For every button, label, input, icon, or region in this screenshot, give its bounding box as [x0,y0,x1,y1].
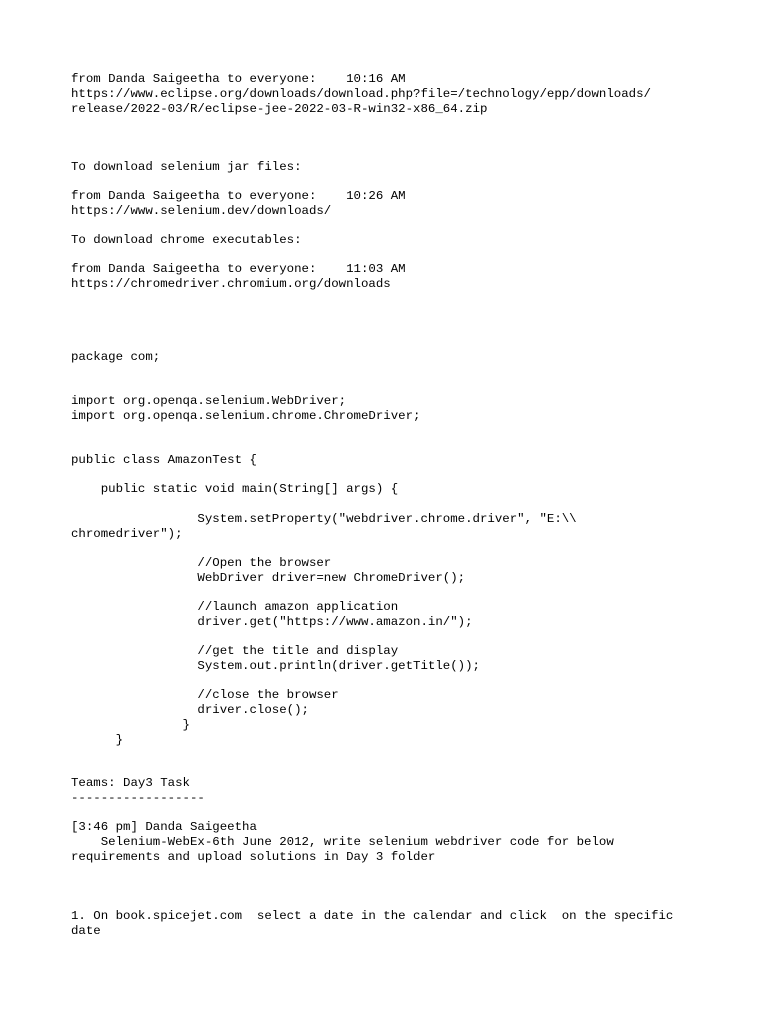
code-comment-close: //close the browser [71,688,339,702]
code-class-declaration: public class AmazonTest { [71,453,257,467]
task-item-1: 1. On book.spicejet.com select a date in the calendar and click on the specific [71,909,674,923]
eclipse-url-line-1: https://www.eclipse.org/downloads/download.php?file=/technology/epp/downloads/ [71,87,651,101]
task-description-1: Selenium-WebEx-6th June 2012, write selenium webdriver code for below [71,835,614,849]
selenium-heading: To download selenium jar files: [71,160,302,174]
code-comment-title: //get the title and display [71,644,399,658]
eclipse-url-line-2: release/2022-03/R/eclipse-jee-2022-03-R-win32-x86_64.zip [71,102,488,116]
task-item-1-cont: date [71,924,101,938]
code-method-end: } [71,718,190,732]
code-package: package com; [71,350,161,364]
code-set-property: System.setProperty("webdriver.chrome.driver", "E:\\ [71,512,577,526]
selenium-url: https://www.selenium.dev/downloads/ [71,204,332,218]
teams-task-title: Teams: Day3 Task [71,776,190,790]
code-driver-get: driver.get("https://www.amazon.in/"); [71,615,473,629]
task-title-underline: ------------------ [71,791,205,805]
task-chat-header: [3:46 pm] Danda Saigeetha [71,820,257,834]
code-comment-open: //Open the browser [71,556,332,570]
code-driver-close: driver.close(); [71,703,309,717]
chrome-heading: To download chrome executables: [71,233,302,247]
code-class-end: } [71,733,124,747]
code-import-webdriver: import org.openqa.selenium.WebDriver; [71,394,347,408]
code-set-property-cont: chromedriver"); [71,527,183,541]
chromedriver-url: https://chromedriver.chromium.org/downloads [71,277,391,291]
chat-header-chrome: from Danda Saigeetha to everyone: 11:03 AM [71,262,406,276]
code-main-method: public static void main(String[] args) { [71,482,399,496]
task-description-2: requirements and upload solutions in Day 3 folder [71,850,436,864]
chat-header-eclipse: from Danda Saigeetha to everyone: 10:16 AM [71,72,406,86]
code-comment-launch: //launch amazon application [71,600,399,614]
code-print-title: System.out.println(driver.getTitle()); [71,659,480,673]
code-import-chromedriver: import org.openqa.selenium.chrome.ChromeDriver; [71,409,421,423]
code-new-driver: WebDriver driver=new ChromeDriver(); [71,571,466,585]
chat-header-selenium: from Danda Saigeetha to everyone: 10:26 AM [71,189,406,203]
